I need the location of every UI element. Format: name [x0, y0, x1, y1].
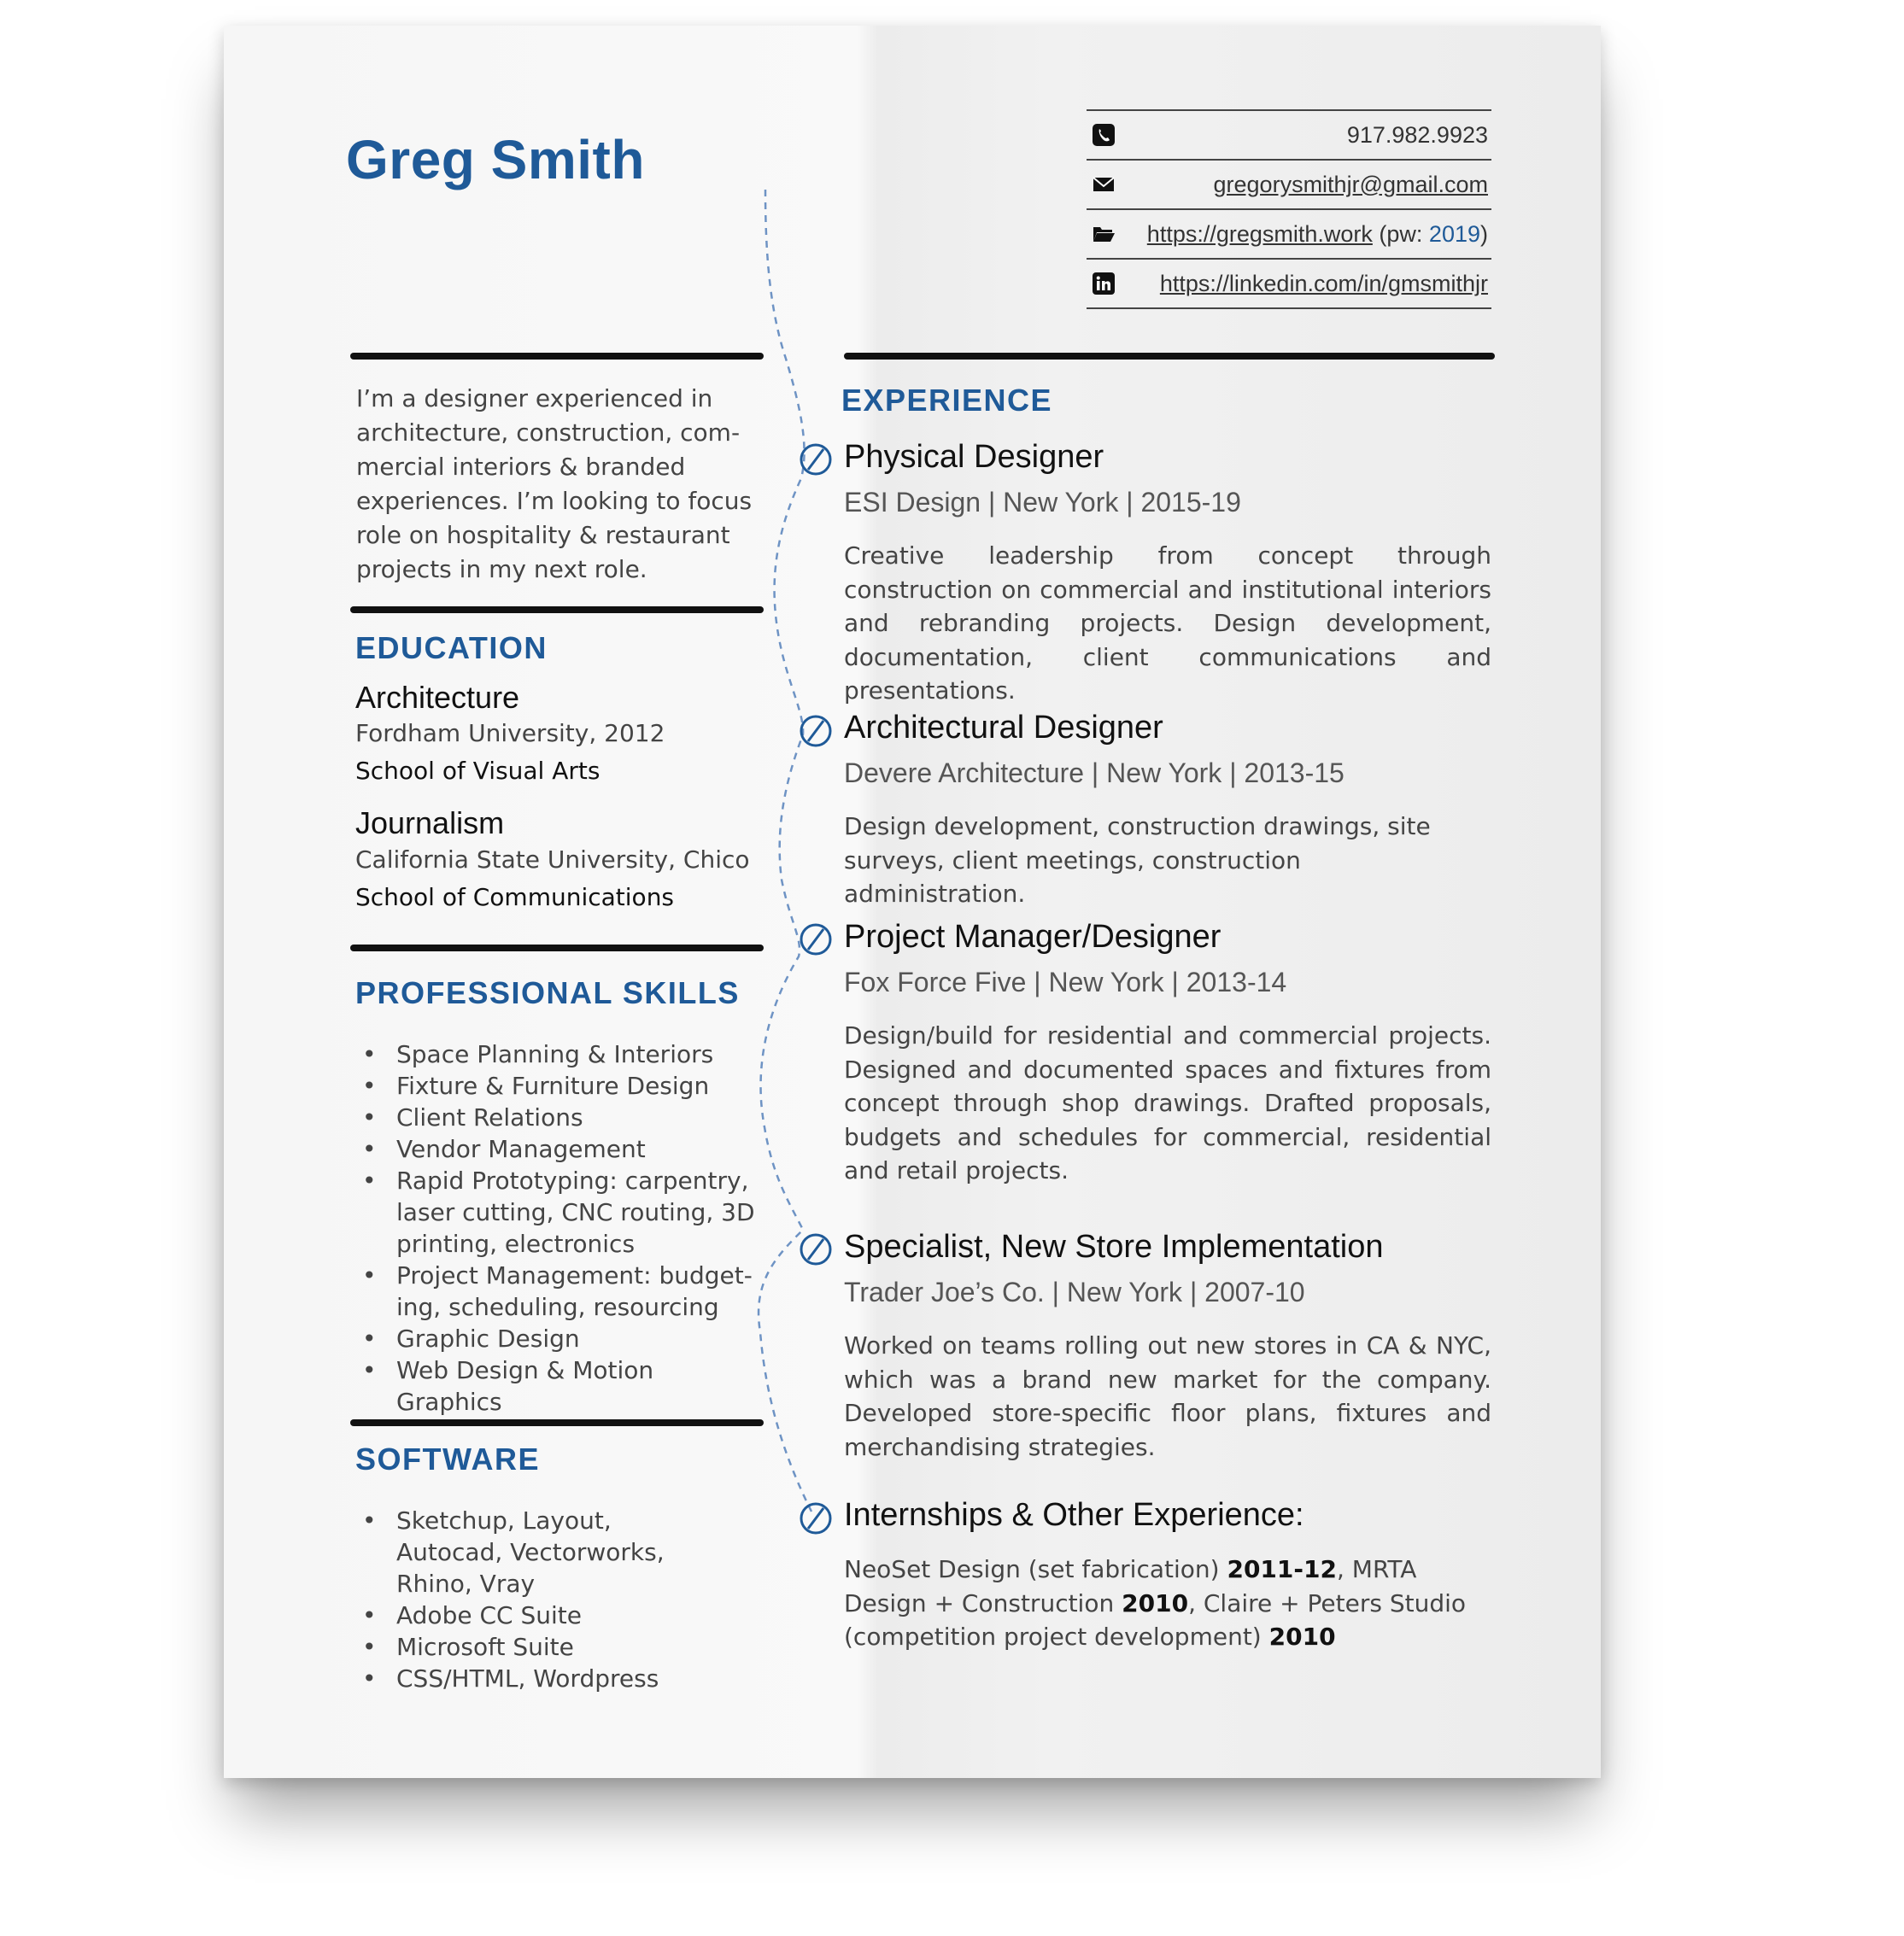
section-divider [350, 945, 764, 951]
list-item: • Web Design & Motion Graphics [355, 1354, 761, 1418]
list-item: • Adobe CC Suite [355, 1600, 714, 1631]
job-org: Trader Joe’s Co. | New York | 2007-10 [844, 1277, 1305, 1307]
school-dept: School of Communications [355, 883, 675, 911]
list-item: • Space Planning & Interiors [355, 1038, 761, 1070]
envelope-icon [1092, 173, 1116, 196]
software-list [355, 1505, 714, 1694]
job-org: Fox Force Five | New York | 2013-14 [844, 967, 1287, 997]
contact-phone-row [1087, 109, 1491, 159]
list-item: • Vendor Management [355, 1133, 761, 1165]
timeline-marker-icon [799, 1501, 833, 1535]
folder-icon [1092, 222, 1116, 246]
list-item: • CSS/HTML, Wordpress [355, 1663, 714, 1694]
website-pw: 2019 [1428, 220, 1480, 247]
linkedin-icon [1092, 272, 1116, 295]
skills-list [355, 1038, 761, 1418]
contact-email-row [1087, 159, 1491, 208]
list-item: • Project Management: budgeting, scheduling, resourcing [355, 1260, 761, 1323]
job-title: Specialist, New Store Implementation [844, 1229, 1384, 1265]
section-divider [350, 353, 764, 360]
experience-heading: EXPERIENCE [841, 383, 1053, 418]
timeline-marker-icon [799, 442, 833, 477]
other-experience-title: Internships & Other Experience: [844, 1497, 1304, 1533]
other-year: 2011-12 [1227, 1555, 1337, 1583]
website-link[interactable]: https://gregsmith.work [1146, 220, 1373, 247]
contact-linkedin-row [1087, 258, 1491, 309]
skills-heading: PROFESSIONAL SKILLS [355, 975, 740, 1010]
website-line [1147, 221, 1488, 248]
phone-number: 917.982.9923 [1346, 121, 1488, 148]
linkedin-link[interactable]: https://linkedin.com/in/gmsmithjr [1159, 270, 1488, 296]
section-divider [844, 353, 1495, 360]
email-link[interactable]: gregorysmithjr@gmail.com [1213, 171, 1488, 197]
list-item: • Graphic Design [355, 1323, 761, 1354]
degree-title: Journalism [355, 805, 505, 840]
list-item: • Microsoft Suite [355, 1631, 714, 1663]
degree-title: Architecture [355, 680, 520, 715]
timeline-marker-icon [799, 714, 833, 748]
school-name: California State University, Chico [355, 845, 750, 874]
job-description: Design/build for residential and commercial projects. Designed and documented spaces and fixtures from concept through shop drawings. Drafted proposals, budgets and schedules for commercial, residential and retail projects. [844, 1021, 1491, 1184]
section-divider [350, 1419, 764, 1426]
software-heading: SOFTWARE [355, 1442, 540, 1477]
job-title: Architectural Designer [844, 710, 1163, 746]
other-text: , MRTA Design + Construction [844, 1555, 1417, 1617]
section-divider [350, 606, 764, 613]
list-item: • Sketchup, Layout, Autocad, Vectorworks, Rhino, Vray [355, 1505, 714, 1600]
education-heading: EDUCATION [355, 630, 548, 665]
job-description: Creative leadership from concept through construction on commercial and institutional interiors and rebranding projects. Design development, documentation, client communications and presentations. [844, 541, 1491, 705]
timeline-marker-icon [799, 922, 833, 956]
phone-icon [1092, 123, 1116, 147]
other-experience-text [844, 1553, 1491, 1654]
job-org: Devere Architecture | New York | 2013-15 [844, 757, 1345, 788]
website-pw-close: ) [1480, 220, 1488, 247]
summary-text: I’m a designer experienced in architecture, construction, commercial interiors & branded experiences. I’m looking to focus role on hospitality & restaurant projects in my next role. [356, 384, 753, 583]
person-name: Greg Smith [346, 129, 645, 190]
list-item: • Fixture & Furniture Design [355, 1070, 761, 1102]
job-title: Physical Designer [844, 439, 1104, 475]
school-dept: School of Visual Arts [355, 757, 600, 785]
job-description: Design development, construction drawings, site surveys, client meetings, construction administration. [844, 812, 1431, 908]
list-item: • Rapid Prototyping: carpentry, laser cutting, CNC routing, 3D printing, electronics [355, 1165, 761, 1260]
other-text: , Claire + Peters Studio (competition project development) [844, 1588, 1467, 1651]
website-pw-label: (pw: [1379, 220, 1429, 247]
other-year: 2010 [1122, 1588, 1189, 1617]
job-org: ESI Design | New York | 2015-19 [844, 487, 1241, 518]
job-description: Worked on teams rolling out new stores in CA & NYC, which was a brand new market for the company. Developed store-specific floor plans, fixtures and merchandising strategies. [844, 1331, 1491, 1461]
job-title: Project Manager/Designer [844, 919, 1221, 955]
other-text: NeoSet Design (set fabrication) [844, 1555, 1227, 1583]
contact-block [1087, 109, 1491, 309]
timeline-marker-icon [799, 1232, 833, 1266]
contact-website-row [1087, 208, 1491, 258]
other-year: 2010 [1268, 1623, 1336, 1651]
list-item: • Client Relations [355, 1102, 761, 1133]
school-name: Fordham University, 2012 [355, 719, 665, 747]
